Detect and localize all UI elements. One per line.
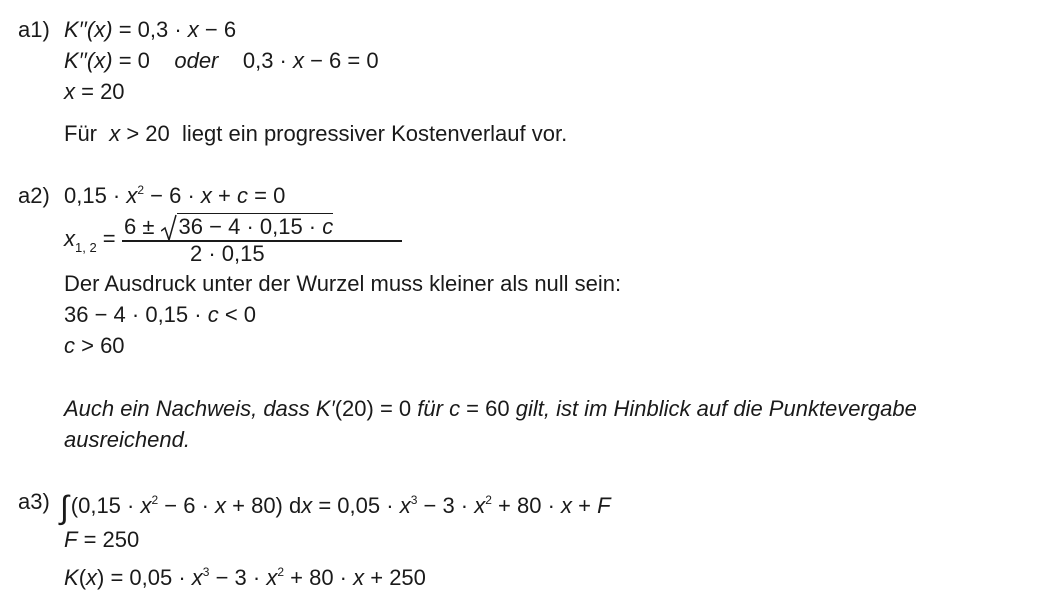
sqrt-icon: 36 − 4 · 0,15 · c xyxy=(161,214,334,240)
label-a2: a2) xyxy=(18,183,50,208)
label-a1: a1) xyxy=(18,17,50,42)
a2-line-3: Der Ausdruck unter der Wurzel muss kleiner als null sein: xyxy=(64,271,622,296)
label-a3: a3) xyxy=(18,489,50,514)
a2-line-5: c > 60 xyxy=(64,333,125,358)
a2-line-1: $0,15 \cdot x^2 - 6 \cdot x + c = 0$ xyxy=(64,183,286,208)
formula-numerator: 6 ± 36 − 4 · 0,15 · c xyxy=(124,214,334,239)
a3-line-1: $\int(0,15 \cdot x^2 - 6 \cdot x + 80)$ dx = $0,05 \cdot x^3 - 3 \cdot x^2 + 80 \cdot x + F$ xyxy=(60,489,611,525)
a2-note-line-1: Auch ein Nachweis, dass K′(20) = 0 für c = 60 gilt, ist im Hinblick auf die Punktevergabe xyxy=(64,396,917,421)
a2-line-4: 36 − 4 · 0,15 · c < 0 xyxy=(64,302,257,327)
a1-line-2: K′′(x) = 0 oder 0,3 · x − 6 = 0 xyxy=(64,48,379,73)
a1-line-4: Für x > 20 liegt ein progressiver Kostenverlauf vor. xyxy=(64,121,568,146)
integral-icon: ∫ xyxy=(60,489,69,525)
a1-line-1: K′′(x) = 0,3 · x − 6 xyxy=(64,17,237,42)
formula-lhs: $x_{1, 2}$ = xyxy=(64,226,116,255)
a3-line-2: F = 250 xyxy=(64,527,140,552)
a1-line-3: x = 20 xyxy=(64,79,125,104)
a3-line-3: $K(x) = 0,05 \cdot x^3 - 3 \cdot x^2 + 80 \cdot x + 250$ xyxy=(64,565,426,590)
a2-note-line-2: ausreichend. xyxy=(64,427,190,452)
formula-denominator: 2 · 0,15 xyxy=(190,241,265,266)
